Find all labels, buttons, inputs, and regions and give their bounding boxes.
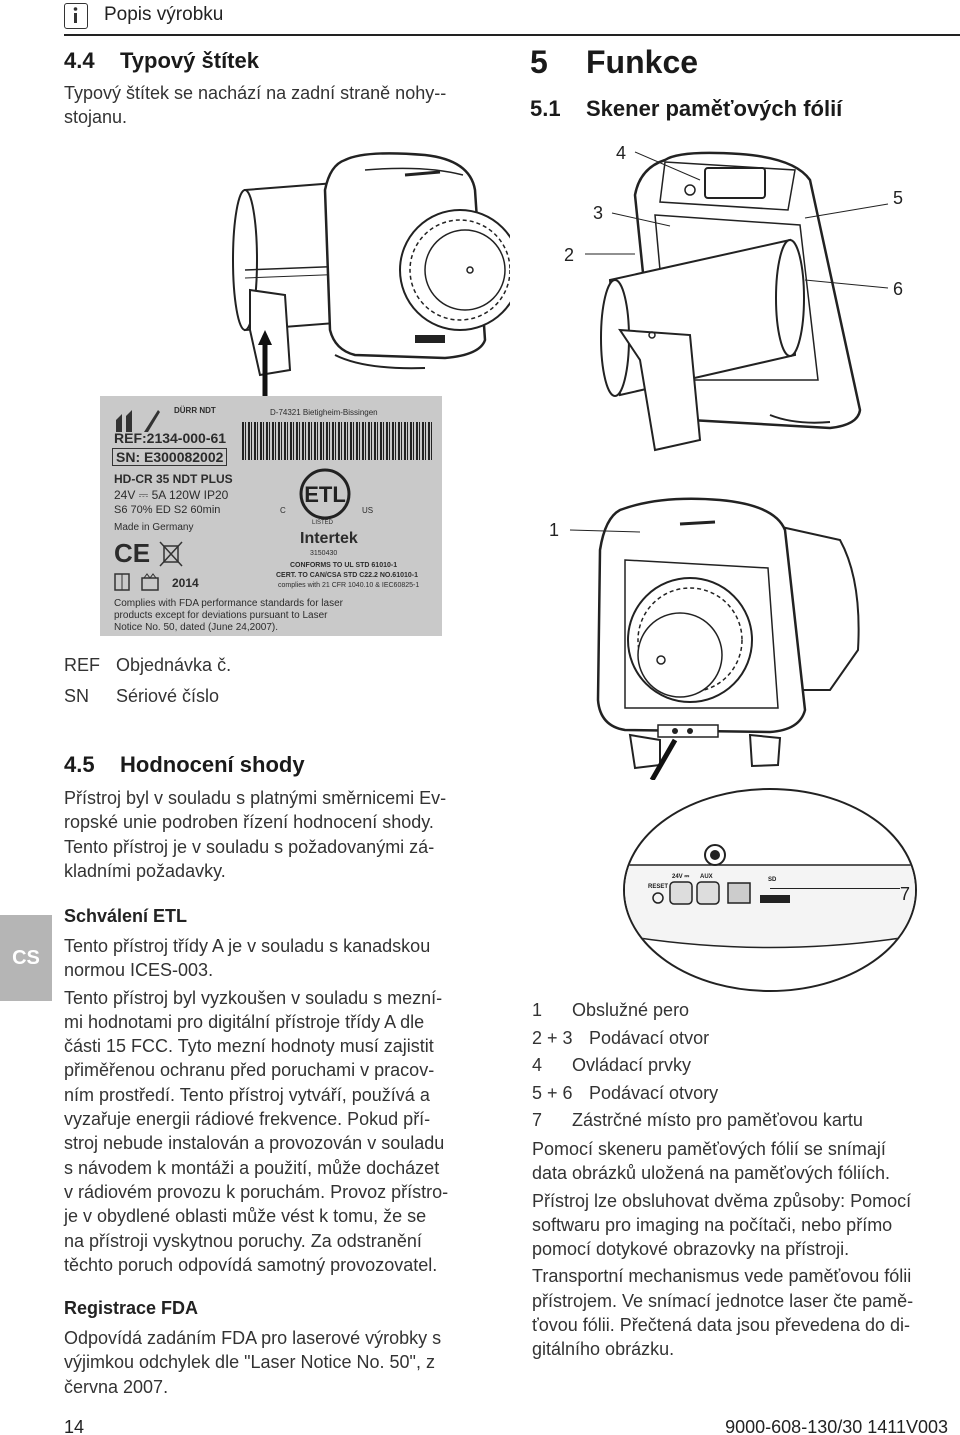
callout-3: 3 [593,203,604,223]
year-text: 2014 [172,576,199,590]
callout-4: 4 [616,143,627,163]
conforms-line-1: CONFORMS TO UL STD 61010-1 [290,562,398,569]
text-line: Přístroj byl v souladu s platnými směrnicemi Ev- [64,788,447,808]
scanner-feed-illustration [560,140,940,460]
text-line: Transportní mechanismus vede paměťovou fólii [532,1266,912,1287]
text-line: Pomocí skeneru paměťových fólií se snímají [532,1139,886,1159]
header-rule [64,34,960,36]
port-label-24v: 24V ⎓ [672,874,690,880]
text-line: ťovou fólii. Přečtená data jsou převedena do di- [532,1315,910,1336]
fda-text [64,1326,494,1399]
callout-1: 1 [549,520,560,540]
section-4-4-heading [64,48,259,74]
section-number: 4.4 [64,48,95,73]
text-line: gitálního obrázku. [532,1339,675,1360]
text-line: ropské unie podroben řízení hodnocení shody. [64,812,434,833]
callout-7-leader [770,888,900,889]
etl-us-text: US [362,506,374,515]
text-line: Tento přístroj byl vyzkoušen v souladu s mezní- [64,987,443,1008]
legend-value: Ovládací prvky [572,1055,692,1075]
glossary-row [64,655,231,686]
text-line: softwaru pro imaging na počítači, nebo přímo [532,1214,893,1235]
language-tab: CS [0,915,52,1001]
power-text: 24V ⎓ 5A 120W IP20 [114,488,229,502]
text-line: v rádiovém provozu k poruchám. Provoz přístro- [64,1181,449,1202]
fda-line-2: products except for deviations pursuant to Laser [114,610,328,621]
intertek-number: 3150430 [310,550,338,557]
glossary-value: Objednávka č. [116,655,232,675]
section-4-5-heading [64,752,305,778]
sn-text: SN: E300082002 [112,448,227,466]
text-line: ním prostředí. Tento přístroj vytváří, používá a [64,1084,430,1105]
brand-text: DÜRR NDT [174,406,216,415]
text-line: Přístroj lze obsluhovat dvěma způsoby: Pomocí [532,1190,912,1211]
manual-and-date-icon [114,572,166,592]
text-line: přístrojem. Ve snímací jednotce laser čte pamě- [532,1290,914,1311]
address-text: D-74321 Bietigheim-Bissingen [270,408,378,417]
section-title: Typový štítek [120,48,259,73]
text-line: výjimkou odchylek dle "Laser Notice No. 50", z [64,1352,435,1373]
text-line: kladními požadavky. [64,860,226,881]
chapter-title: Funkce [586,44,699,80]
text-line: stroj nebude instalován a provozován v souladu [64,1133,445,1154]
text-line: těchto poruch odpovídá samotný provozovatel. [64,1254,438,1275]
ce-mark-icon: CE [114,538,151,568]
header-title: Popis výrobku [104,4,224,25]
port-label-aux: AUX [700,874,713,880]
etl-mark-icon [290,466,360,526]
glossary-key: SN [64,686,90,706]
text-line: data obrázků uložená na paměťových fóliích. [532,1163,890,1184]
info-icon [64,3,88,29]
legend-row [532,1000,863,1028]
section-4-5-text [64,786,484,883]
section-4-4-text: Typový štítek se nachází na zadní straně nohy--stojanu. [64,83,447,128]
legend-key: 1 [532,1000,543,1020]
glossary-key: REF [64,655,100,675]
text-line: pomocí dotykové obrazovky na přístroji. [532,1239,850,1260]
text-line: Tento přístroj třídy A je v souladu s kanadskou [64,936,431,956]
text-line: normou ICES-003. [64,960,214,981]
text-line: června 2007. [64,1376,169,1397]
ref-text: REF:2134-000-61 [114,430,227,446]
legend-row [532,1110,863,1138]
text-line: mi hodnotami pro digitální přístroje třídy A dle [64,1011,425,1032]
section-number: 4.5 [64,752,95,777]
section-number: 5.1 [530,96,561,121]
legend-row [532,1028,863,1056]
page-number: 14 [64,1417,85,1435]
text-line: na přístroji vyskytnou poruchy. Za odstranění [64,1230,422,1251]
chapter-number: 5 [530,44,548,80]
barcode [242,422,432,460]
section-5-1-heading [530,96,842,122]
port-label-sd: SD [768,877,777,883]
scanner-front-illustration [540,490,880,780]
chapter-5-heading [530,44,698,81]
conforms-line-2: CERT. TO CAN/CSA STD C22.2 NO.61010-1 [276,572,418,579]
callout-2: 2 [564,245,575,265]
section-title: Hodnocení shody [120,752,305,777]
scanner-rear-illustration [225,130,510,400]
model-text: HD-CR 35 NDT PLUS [114,472,233,486]
legend-value: Podávací otvory [589,1082,719,1103]
figure-legend [532,1000,863,1138]
legend-value: Obslužné pero [572,1000,690,1020]
legend-key: 7 [532,1110,543,1130]
svg-text:ETL: ETL [304,482,346,507]
text-line: Tento přístroj je v souladu s požadovanými zá- [64,836,435,857]
callout-5: 5 [893,188,904,208]
etl-c-text: C [280,506,286,515]
glossary-row [64,686,231,717]
legend-row [532,1083,863,1111]
etl-listed-text: LISTED [312,520,334,526]
legend-key: 4 [532,1055,543,1075]
port-detail-illustration [620,785,920,995]
fda-line-3: Notice No. 50, dated (June 24,2007). [114,622,278,633]
weee-bin-icon [158,540,184,568]
callout-7: 7 [900,884,911,904]
type-label-photo [100,396,442,636]
etl-text [64,934,494,1277]
legend-value: Podávací otvor [589,1027,710,1048]
text-line: s návodem k montáži a použití, může docházet [64,1157,440,1178]
intertek-text: Intertek [300,530,358,547]
legend-key: 2 + 3 [532,1027,573,1048]
fda-heading: Registrace FDA [64,1298,199,1318]
legend-key: 5 + 6 [532,1082,573,1103]
conforms-line-3: complies with 21 CFR 1040.10 & IEC60825-1 [278,582,420,589]
text-line: je v obydlené oblasti může vést k tomu, že se [64,1206,427,1227]
glossary [64,655,231,717]
text-line: přiměřenou ochranu před poruchami v pracov- [64,1060,435,1081]
section-title: Skener paměťových fólií [586,96,843,121]
function-text [532,1137,957,1362]
etl-heading: Schválení ETL [64,906,188,926]
port-label-reset: RESET [648,884,669,890]
callout-6: 6 [893,279,904,299]
text-line: Odpovídá zadáním FDA pro laserové výrobky s [64,1328,442,1348]
legend-value: Zástrčné místo pro paměťovou kartu [572,1110,863,1130]
text-line: části 15 FCC. Tyto mezní hodnoty musí zajistit [64,1036,434,1057]
legend-row [532,1055,863,1083]
text-line: vyzařuje energii rádiové frekvence. Pokud pří- [64,1109,431,1130]
made-text: Made in Germany [114,522,194,533]
fda-line-1: Complies with FDA performance standards for laser [114,598,343,609]
glossary-value: Sériové číslo [116,686,220,706]
duty-text: S6 70% ED S2 60min [114,504,221,516]
document-number: 9000-608-130/30 1411V003 [725,1417,948,1435]
